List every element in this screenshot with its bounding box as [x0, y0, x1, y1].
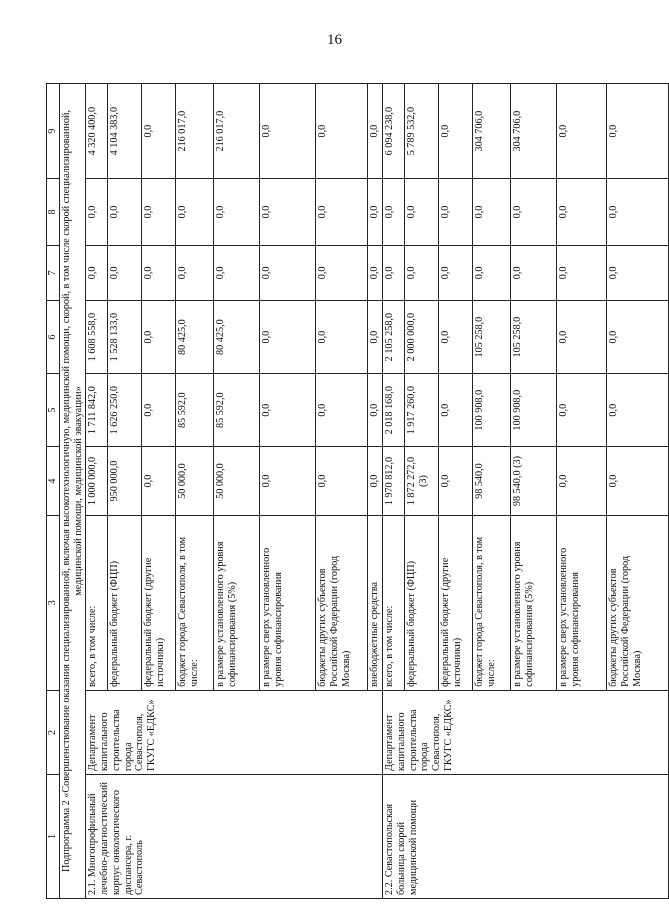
column-number: 9 — [47, 84, 60, 179]
column-number-row — [47, 84, 60, 899]
page-number: 16 — [327, 32, 342, 48]
value-cell: 1 528 133,0 — [108, 301, 142, 374]
value-cell: 85 592,0 — [176, 374, 214, 447]
executor: Департамент капитального строительства города Севастополя, ГКУГС «ЕДКС» — [86, 690, 383, 774]
value-cell: 0,0 — [316, 179, 368, 245]
funding-source: бюджеты других субъектов Российской Федерации (город Москва) — [316, 515, 368, 690]
subprogram-row — [60, 84, 86, 899]
value-cell: 0,0 — [142, 447, 176, 516]
value-cell: 0,0 — [142, 245, 176, 300]
value-cell: 0,0 — [439, 84, 473, 179]
value-cell: 80 425,0 — [214, 301, 260, 374]
funding-source: всего, в том числе: — [383, 515, 405, 690]
value-cell: 0,0 — [473, 179, 511, 245]
value-cell: 0,0 — [142, 84, 176, 179]
value-cell: 0,0 — [607, 179, 669, 245]
value-cell: 4 104 383,0 — [108, 84, 142, 179]
value-cell: 0,0 — [511, 179, 557, 245]
value-cell: 50 000,0 — [214, 447, 260, 516]
value-cell: 1 970 812,0 — [383, 447, 405, 516]
column-number: 5 — [47, 374, 60, 447]
value-cell: 2 105 258,0 — [383, 301, 405, 374]
value-cell: 0,0 — [383, 245, 405, 300]
column-number: 6 — [47, 301, 60, 374]
value-cell: 2 018 168,0 — [383, 374, 405, 447]
value-cell: 0,0 — [316, 447, 368, 516]
value-cell: 0,0 — [108, 179, 142, 245]
value-cell: 0,0 — [439, 374, 473, 447]
value-cell: 0,0 — [473, 245, 511, 300]
value-cell: 1 711 842,0 — [86, 374, 108, 447]
value-cell: 1 000 000,0 — [86, 447, 108, 516]
value-cell: 80 425,0 — [176, 301, 214, 374]
subprogram-title: Подпрограмма 2 «Совершенствование оказания специализированной, включая высокотехнологичную, медицинской помощи, скорой, в том числе скорой специализированной, медицинской помощи, медицинской эвакуации» — [60, 84, 86, 899]
value-cell: 1 917 260,0 — [405, 374, 439, 447]
value-cell: 0,0 — [368, 374, 383, 447]
value-cell: 0,0 — [86, 179, 108, 245]
column-number: 2 — [47, 690, 60, 774]
funding-source: федеральный бюджет (ФЦП) — [405, 515, 439, 690]
value-cell: 0,0 — [557, 301, 607, 374]
value-cell: 0,0 — [260, 447, 316, 516]
value-cell: 1 872 272,0 (3) — [405, 447, 439, 516]
value-cell: 6 094 238,0 — [383, 84, 405, 179]
value-cell: 0,0 — [368, 179, 383, 245]
funding-table — [46, 83, 669, 899]
rotated-table-container — [46, 83, 643, 899]
funding-source: внебюджетные средства — [368, 515, 383, 690]
funding-source: в размере установленного уровня софинансирования (5%) — [511, 515, 557, 690]
value-cell: 2 000 000,0 — [405, 301, 439, 374]
value-cell: 98 540,0 (3) — [511, 447, 557, 516]
value-cell: 0,0 — [557, 84, 607, 179]
value-cell: 0,0 — [108, 245, 142, 300]
funding-source: бюджет города Севастополя, в том числе: — [176, 515, 214, 690]
object-name: 2.2. Севастопольская больница скорой медицинской помощи — [383, 774, 669, 898]
value-cell: 0,0 — [176, 245, 214, 300]
value-cell: 0,0 — [214, 179, 260, 245]
value-cell: 0,0 — [439, 447, 473, 516]
column-number: 8 — [47, 179, 60, 245]
value-cell: 100 908,0 — [473, 374, 511, 447]
value-cell: 98 540,0 — [473, 447, 511, 516]
funding-source: бюджеты других субъектов Российской Федерации (город Москва) — [607, 515, 669, 690]
value-cell: 216 017,0 — [214, 84, 260, 179]
value-cell: 0,0 — [607, 447, 669, 516]
value-cell: 0,0 — [368, 447, 383, 516]
value-cell: 304 706,0 — [473, 84, 511, 179]
table-row — [383, 84, 405, 899]
funding-source: бюджет города Севастополя, в том числе: — [473, 515, 511, 690]
value-cell: 0,0 — [607, 374, 669, 447]
value-cell: 0,0 — [557, 179, 607, 245]
value-cell: 0,0 — [557, 245, 607, 300]
funding-source: федеральный бюджет (другие источники) — [439, 515, 473, 690]
funding-source: в размере сверх установленного уровня софинансирования — [557, 515, 607, 690]
funding-source: всего, в том числе: — [86, 515, 108, 690]
funding-source: в размере сверх установленного уровня софинансирования — [260, 515, 316, 690]
value-cell: 0,0 — [142, 374, 176, 447]
value-cell: 0,0 — [405, 245, 439, 300]
value-cell: 0,0 — [439, 179, 473, 245]
value-cell: 0,0 — [214, 245, 260, 300]
value-cell: 4 320 400,0 — [86, 84, 108, 179]
value-cell: 0,0 — [439, 245, 473, 300]
value-cell: 100 908,0 — [511, 374, 557, 447]
value-cell: 105 258,0 — [511, 301, 557, 374]
value-cell: 0,0 — [142, 301, 176, 374]
value-cell: 216 017,0 — [176, 84, 214, 179]
executor: Департамент капитального строительства города Севастополя, ГКУГС «ЕДКС» — [383, 690, 669, 774]
value-cell: 0,0 — [260, 84, 316, 179]
value-cell: 85 592,0 — [214, 374, 260, 447]
value-cell: 5 789 532,0 — [405, 84, 439, 179]
value-cell: 0,0 — [405, 179, 439, 245]
value-cell: 0,0 — [176, 179, 214, 245]
value-cell: 0,0 — [383, 179, 405, 245]
value-cell: 0,0 — [86, 245, 108, 300]
value-cell: 0,0 — [607, 84, 669, 179]
value-cell: 0,0 — [260, 245, 316, 300]
column-number: 7 — [47, 245, 60, 300]
value-cell: 950 000,0 — [108, 447, 142, 516]
column-number: 1 — [47, 774, 60, 898]
value-cell: 0,0 — [368, 84, 383, 179]
value-cell: 50 000,0 — [176, 447, 214, 516]
column-number: 4 — [47, 447, 60, 516]
value-cell: 0,0 — [607, 301, 669, 374]
value-cell: 0,0 — [142, 179, 176, 245]
table-row — [86, 84, 108, 899]
value-cell: 0,0 — [316, 84, 368, 179]
value-cell: 0,0 — [260, 374, 316, 447]
value-cell: 304 706,0 — [511, 84, 557, 179]
value-cell: 105 258,0 — [473, 301, 511, 374]
value-cell: 0,0 — [511, 245, 557, 300]
value-cell: 0,0 — [557, 374, 607, 447]
value-cell: 0,0 — [607, 245, 669, 300]
value-cell: 0,0 — [260, 179, 316, 245]
value-cell: 1 608 558,0 — [86, 301, 108, 374]
value-cell: 0,0 — [316, 374, 368, 447]
column-number: 3 — [47, 515, 60, 690]
value-cell: 0,0 — [316, 245, 368, 300]
value-cell: 0,0 — [368, 301, 383, 374]
funding-source: федеральный бюджет (ФЦП) — [108, 515, 142, 690]
value-cell: 0,0 — [260, 301, 316, 374]
funding-source: в размере установленного уровня софинансирования (5%) — [214, 515, 260, 690]
value-cell: 0,0 — [557, 447, 607, 516]
value-cell: 0,0 — [368, 245, 383, 300]
value-cell: 0,0 — [316, 301, 368, 374]
funding-source: федеральный бюджет (другие источники) — [142, 515, 176, 690]
object-name: 2.1. Многопрофильный лечебно-диагностический корпус онкологического диспансера, г. Севастополь — [86, 774, 383, 898]
value-cell: 1 626 250,0 — [108, 374, 142, 447]
value-cell: 0,0 — [439, 301, 473, 374]
